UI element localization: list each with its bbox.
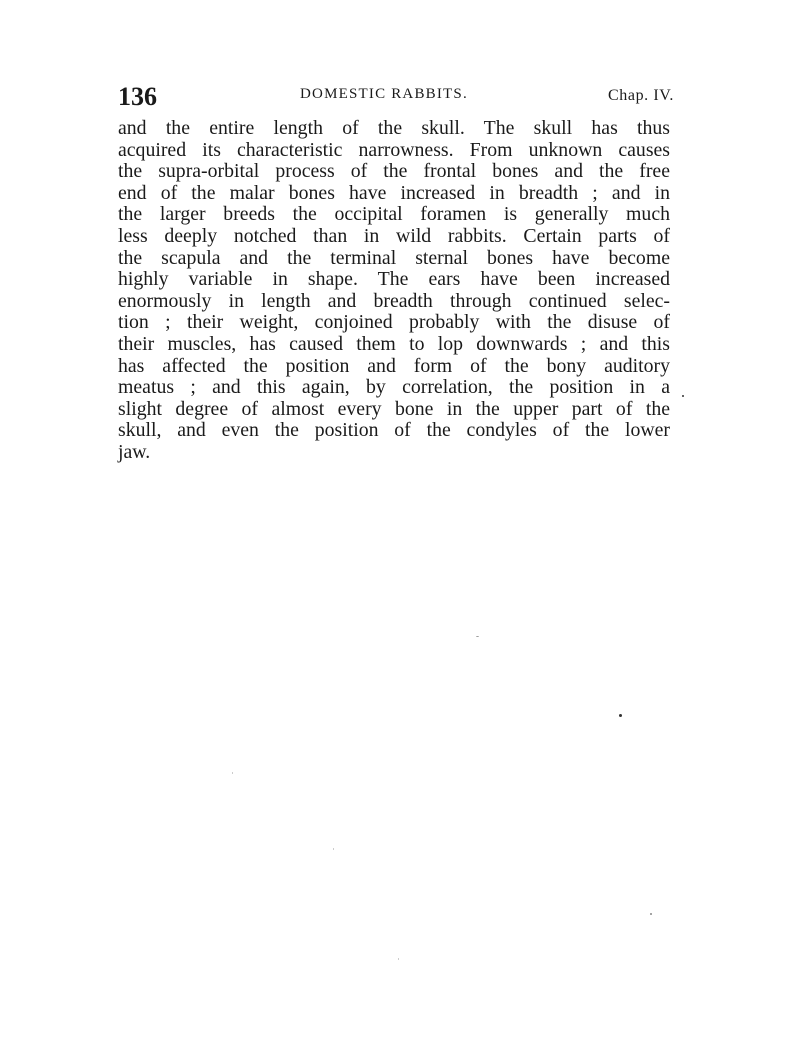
text-line: slight degree of almost every bone in the upper part of the xyxy=(118,397,670,420)
running-title: DOMESTIC RABBITS. xyxy=(300,86,468,102)
chapter-label: Chap. IV. xyxy=(608,87,674,104)
scan-speck xyxy=(476,636,479,637)
text-line: tion ; their weight, conjoined probably with the disuse of xyxy=(118,311,670,334)
text-line: jaw. xyxy=(118,440,151,463)
scan-speck xyxy=(619,714,622,717)
text-line: the scapula and the terminal sternal bones have become xyxy=(118,246,670,269)
text-line: and the entire length of the skull. The skull has thus xyxy=(118,117,670,139)
text-line: skull, and even the position of the condyles of the lower xyxy=(118,419,670,442)
text-line: enormously in length and breadth through continued selec- xyxy=(118,289,670,312)
body-paragraph xyxy=(118,118,670,464)
text-line: their muscles, has caused them to lop downwards ; and this xyxy=(118,332,670,355)
scan-speck xyxy=(650,913,652,915)
text-line: end of the malar bones have increased in breadth ; and in xyxy=(118,181,670,204)
text-line: highly variable in shape. The ears have been increased xyxy=(118,268,670,291)
scan-speck xyxy=(682,395,684,397)
text-line: acquired its characteristic narrowness. From unknown causes xyxy=(118,138,670,161)
page-number: 136 xyxy=(118,82,157,111)
text-line: meatus ; and this again, by correlation, the position in a xyxy=(118,376,670,399)
scan-speck xyxy=(398,958,399,960)
text-line: the larger breeds the occipital foramen is generally much xyxy=(118,203,670,226)
text-line: less deeply notched than in wild rabbits. Certain parts of xyxy=(118,224,670,247)
page-header xyxy=(118,82,674,116)
scan-speck xyxy=(232,772,233,774)
text-line: has affected the position and form of the bony auditory xyxy=(118,354,670,377)
text-line: the supra-orbital process of the frontal bones and the free xyxy=(118,160,670,183)
scan-speck xyxy=(333,848,334,850)
